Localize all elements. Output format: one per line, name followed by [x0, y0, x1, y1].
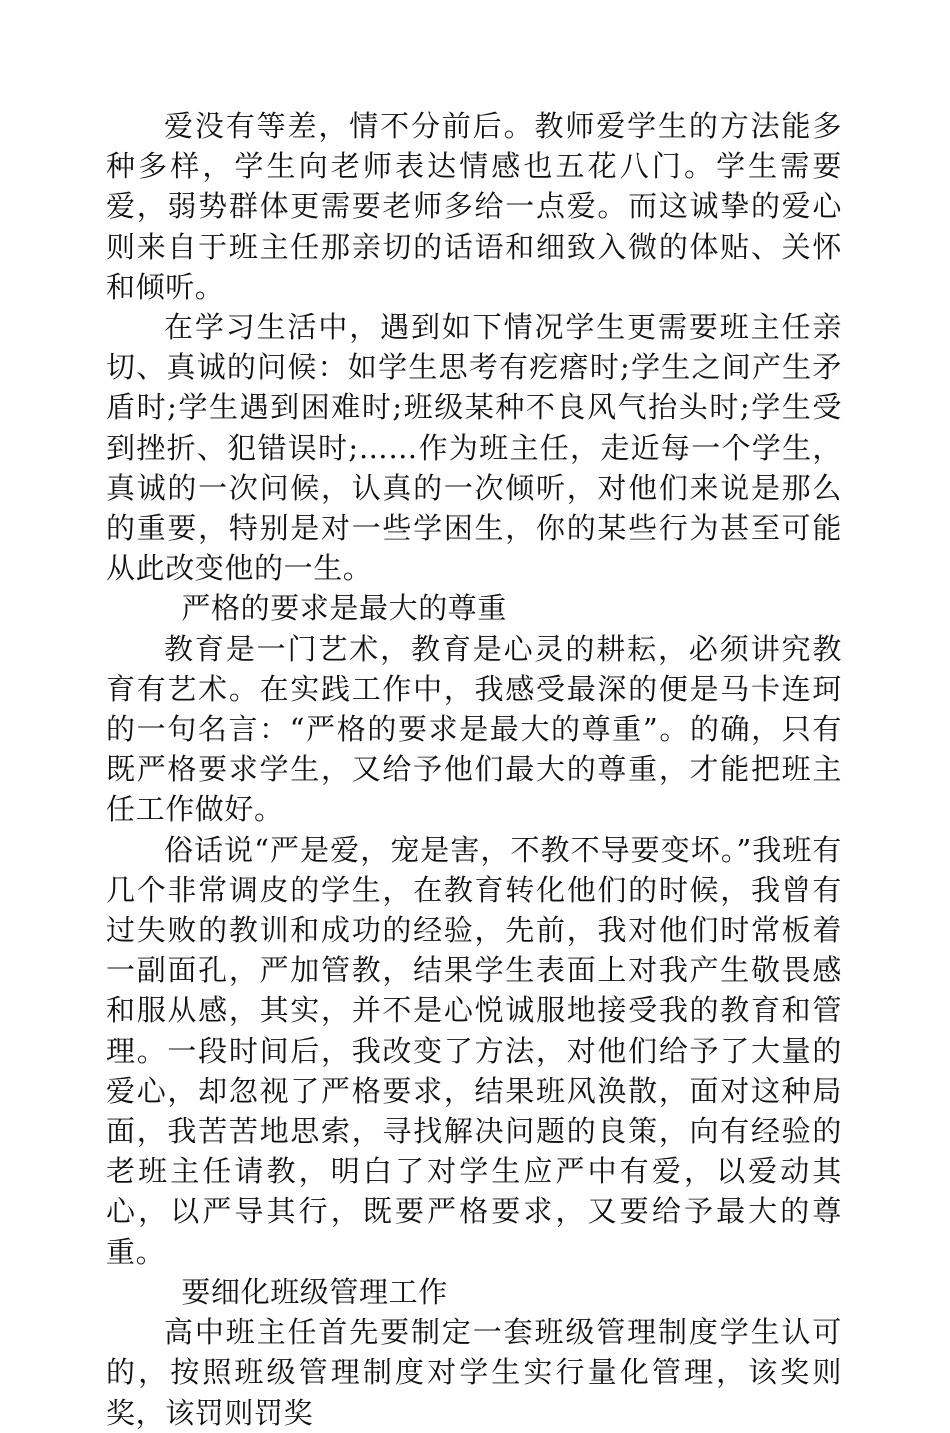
document-body	[106, 106, 842, 1433]
section-heading-strict-requirements: 严格的要求是最大的尊重	[181, 591, 507, 626]
paragraph-education-art: 教育是一门艺术，教育是心灵的耕耘，必须讲究教育有艺术。在实践工作中，我感受最深的便是马卡连珂的一句名言：“严格的要求是最大的尊重”。的确，只有既严格要求学生，又给予他们最大的尊重，才能把班主任工作做好。	[106, 631, 842, 827]
paragraph-proverb-experience: 俗话说“严是爱，宠是害，不教不导要变坏。”我班有几个非常调皮的学生，在教育转化他们的时候，我曾有过失败的教训和成功的经验，先前，我对他们时常板着一副面孔，严加管教，结果学生表面上对我产生敬畏感和服从感，其实，并不是心悦诚服地接受我的教育和管理。一段时间后，我改变了方法，对他们给予了大量的爱心，却忽视了严格要求，结果班风涣散，面对这种局面，我苦苦地思索，寻找解决问题的良策，向有经验的老班主任请教，明白了对学生应严中有爱，以爱动其心，以严导其行，既要严格要求，又要给予最大的尊重。	[106, 832, 842, 1269]
section-heading-class-management: 要细化班级管理工作	[181, 1274, 448, 1309]
paragraph-sincere-greeting: 在学习生活中，遇到如下情况学生更需要班主任亲切、真诚的问候：如学生思考有疙瘩时;学生之间产生矛盾时;学生遇到困难时;班级某种不良风气抬头时;学生受到挫折、犯错误时;……作为班主任，走近每一个学生，真诚的一次问候，认真的一次倾听，对他们来说是那么的重要，特别是对一些学困生，你的某些行为甚至可能从此改变他的一生。	[106, 310, 842, 586]
paragraph-love-equality: 爱没有等差，情不分前后。教师爱学生的方法能多种多样，学生向老师表达情感也五花八门。学生需要爱，弱势群体更需要老师多给一点爱。而这诚挚的爱心则来自于班主任那亲切的话语和细致入微的体贴、关怀和倾听。	[106, 109, 842, 304]
paragraph-management-system: 高中班主任首先要制定一套班级管理制度学生认可的，按照班级管理制度对学生实行量化管理，该奖则奖，该罚则罚奖	[106, 1315, 842, 1430]
